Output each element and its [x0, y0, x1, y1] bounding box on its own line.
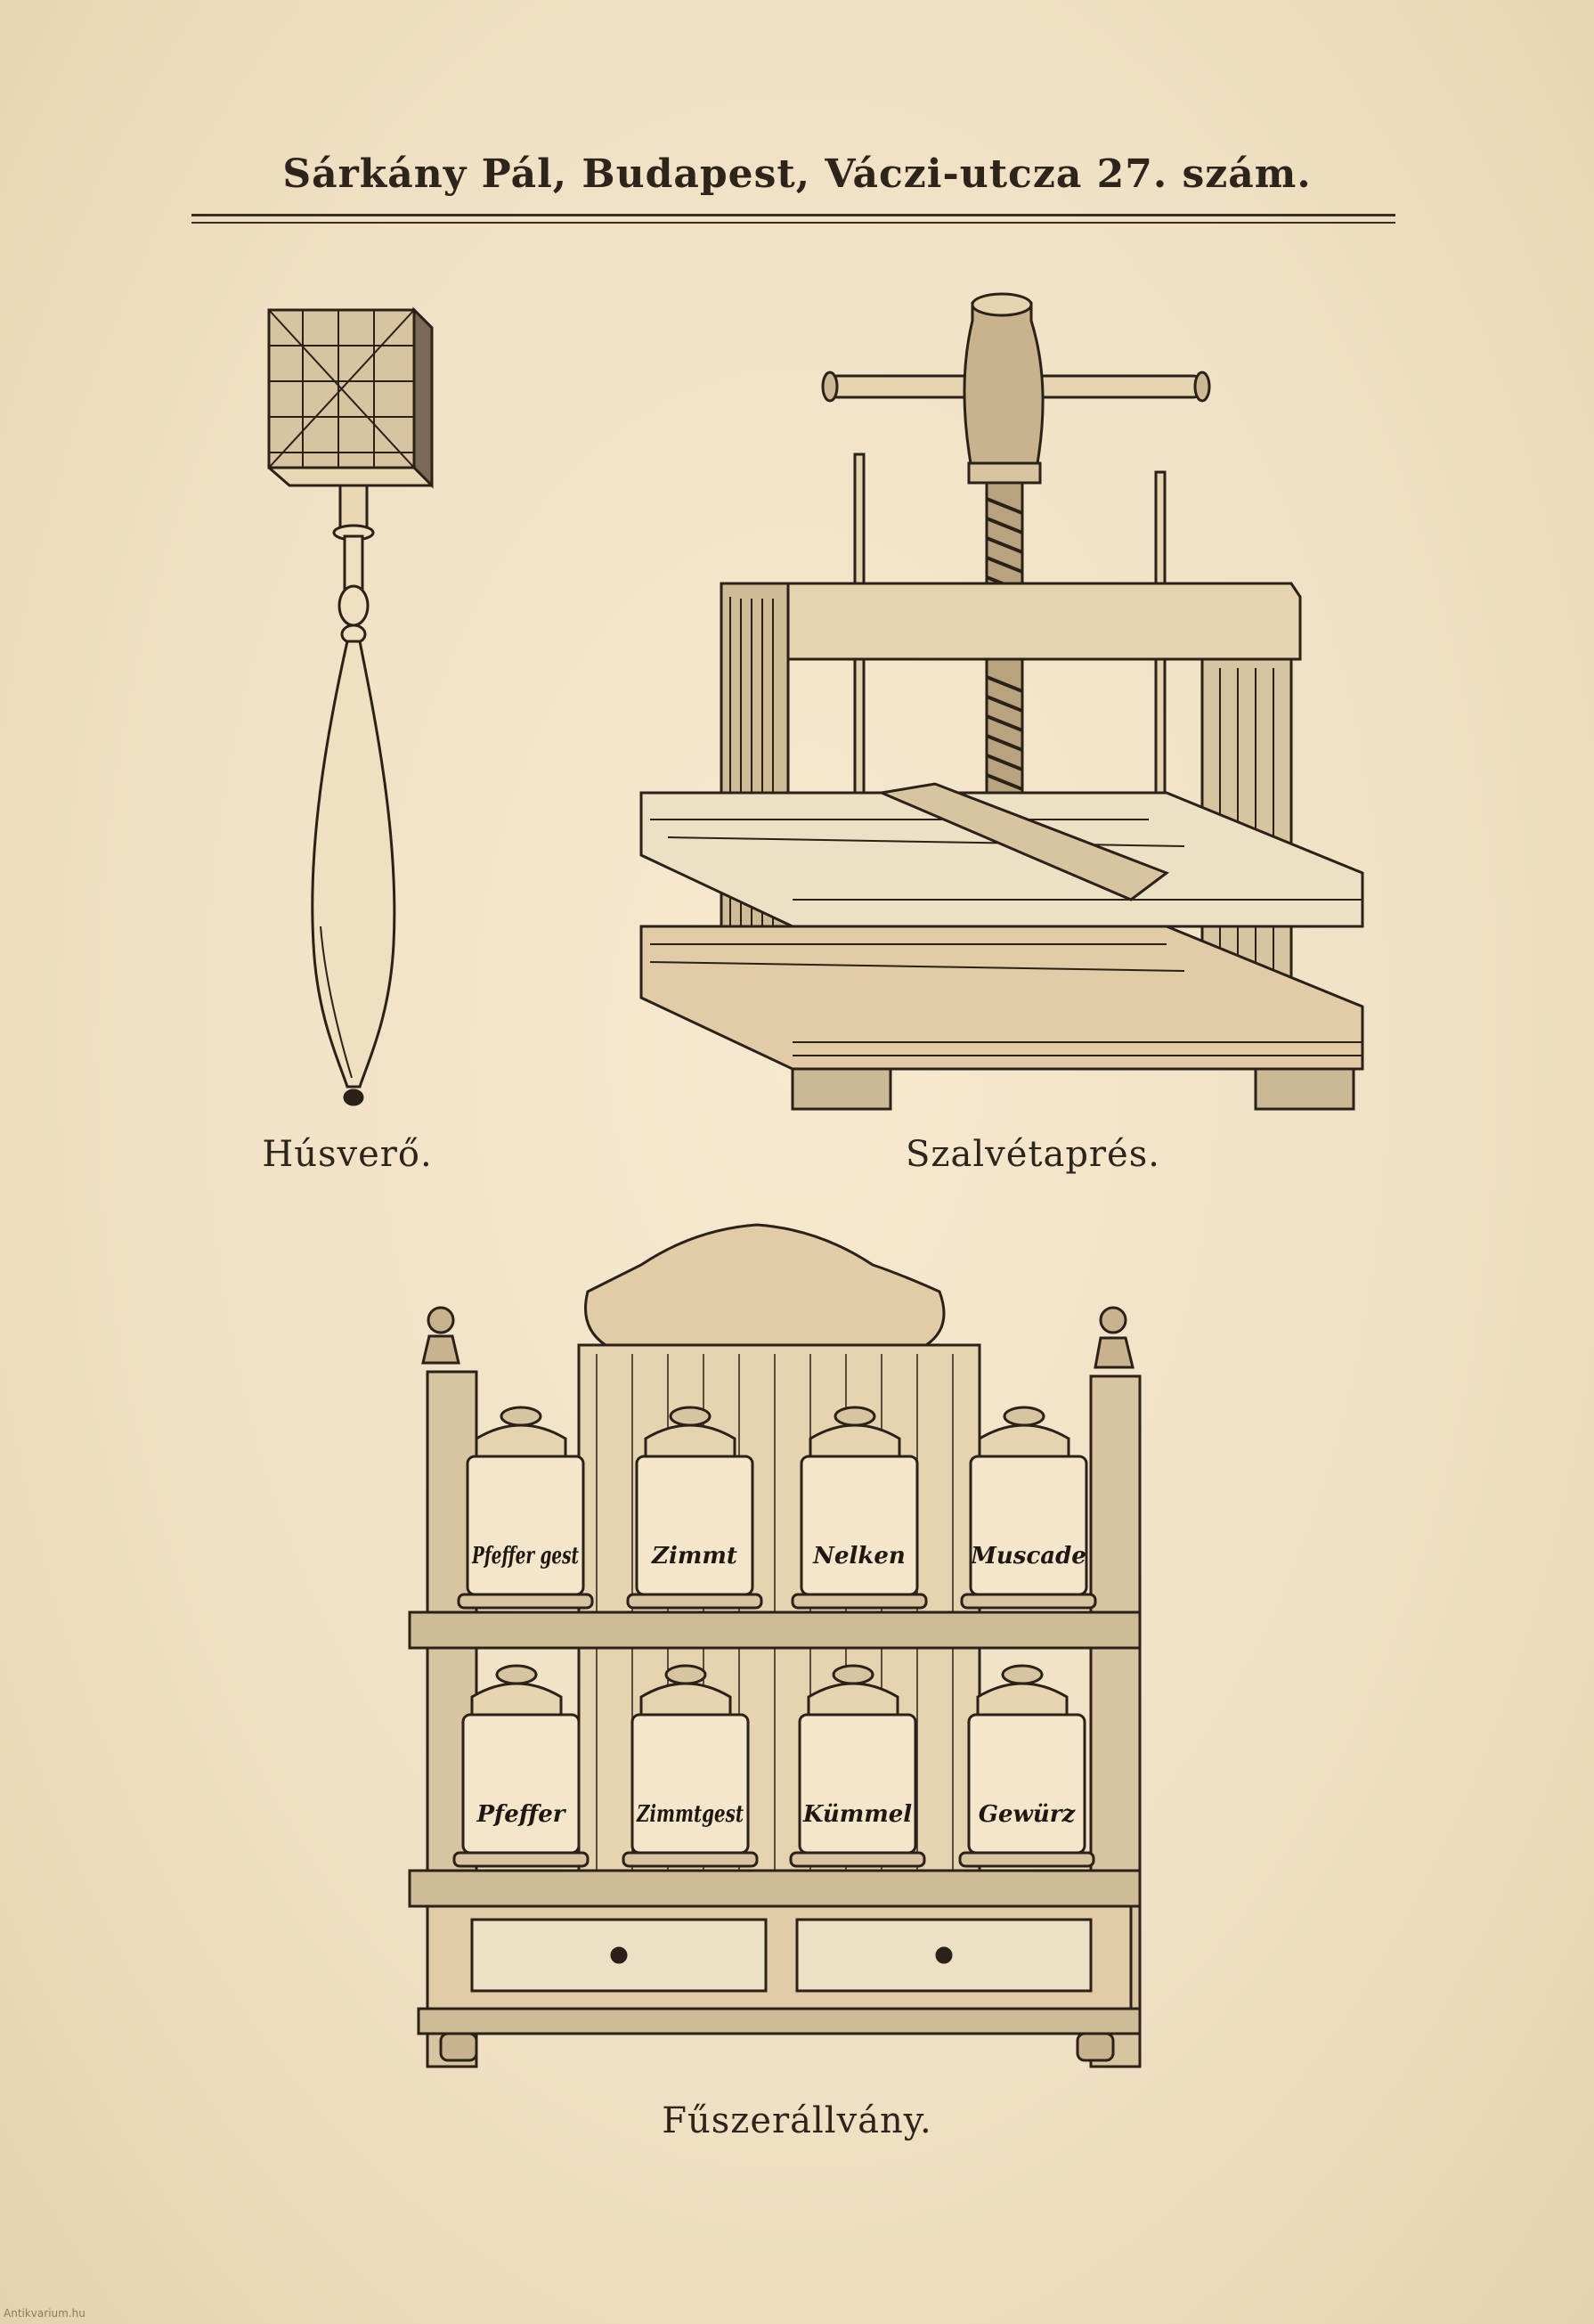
jar-label-top-1: Pfeffer gest — [471, 1543, 579, 1570]
spice-rack-illustration — [401, 1220, 1158, 2075]
jar-label-bottom-4: Gewürz — [978, 1801, 1076, 1828]
jar-label-bottom-1: Pfeffer — [476, 1801, 565, 1828]
jar-label-top-4: Muscade — [971, 1543, 1086, 1570]
header-rule-top — [191, 214, 1395, 216]
jar-label-bottom-2: Zimmtgest — [636, 1801, 744, 1828]
header-rule-bottom — [191, 222, 1395, 224]
jar-label-bottom-3: Kümmel — [802, 1801, 913, 1828]
watermark: Antikvarium.hu — [4, 2307, 85, 2320]
jar-label-top-3: Nelken — [813, 1543, 906, 1570]
spice-rack-caption: Fűszerállvány. — [662, 2100, 932, 2141]
napkin-press-caption: Szalvétaprés. — [906, 1134, 1160, 1175]
page-header: Sárkány Pál, Budapest, Váczi-utcza 27. szám. — [282, 151, 1312, 197]
meat-tenderizer-illustration — [258, 303, 454, 1113]
napkin-press-illustration — [632, 285, 1380, 1113]
jar-label-top-2: Zimmt — [652, 1543, 737, 1570]
meat-tenderizer-caption: Húsverő. — [262, 1134, 433, 1175]
